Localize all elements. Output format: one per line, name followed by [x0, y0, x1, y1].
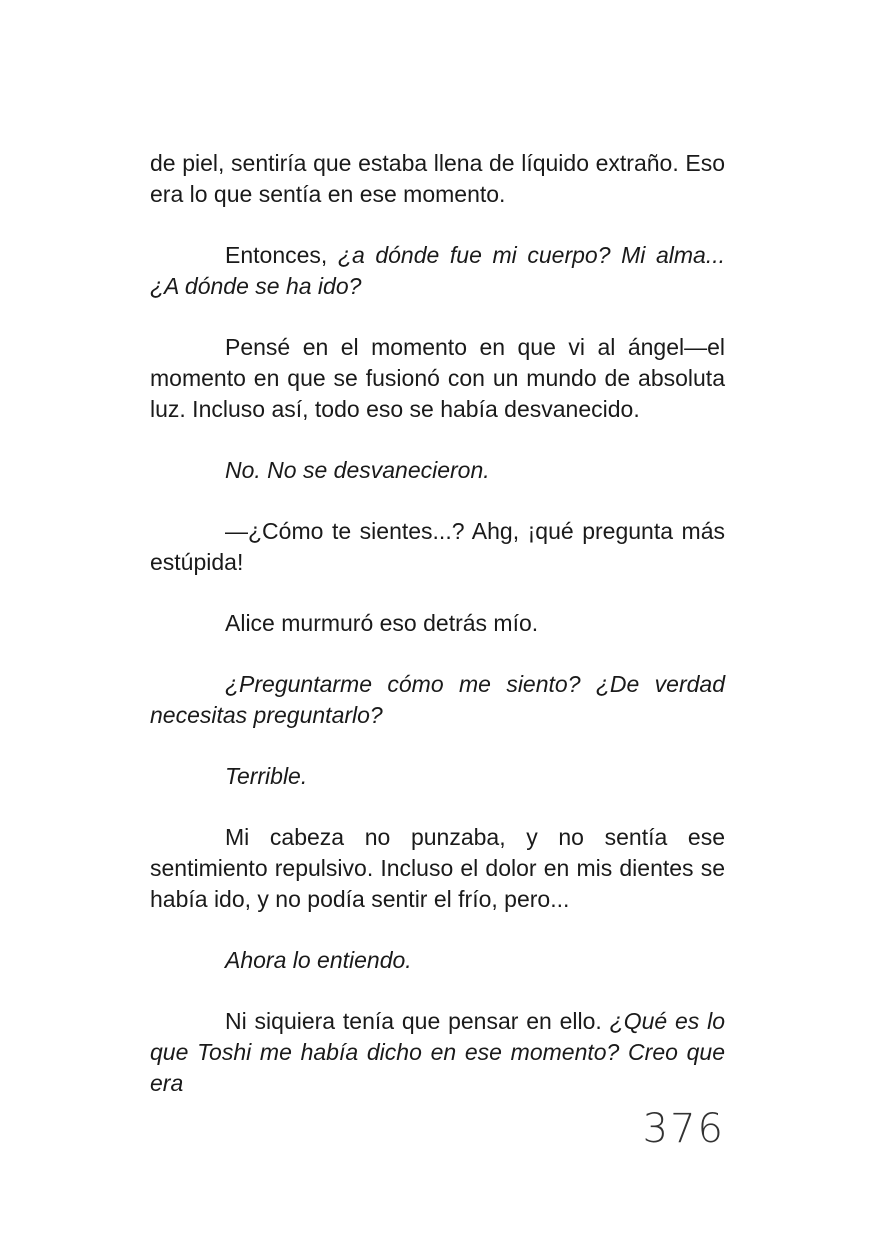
paragraph — [150, 240, 725, 302]
paragraph — [150, 332, 725, 425]
page-number: 376 — [642, 1106, 725, 1152]
italic-thought-text: No. No se desvanecieron. — [225, 457, 490, 483]
paragraph — [150, 148, 725, 210]
paragraph-text: Pensé en el momento en que vi al ángel—el momento en que se fusionó con un mundo de absoluta luz. Incluso así, todo eso se había desvanecido. — [150, 334, 725, 422]
paragraph-text: Mi cabeza no punzaba, y no sentía ese sentimiento repulsivo. Incluso el dolor en mis dientes se había ido, y no podía sentir el frío, pero... — [150, 824, 725, 912]
page-body — [150, 148, 725, 1099]
paragraph-text: Alice murmuró eso detrás mío. — [225, 610, 539, 636]
italic-thought-text: ¿Preguntarme cómo me siento? ¿De verdad necesitas preguntarlo? — [150, 671, 725, 728]
italic-thought-text: Ahora lo entiendo. — [225, 947, 412, 973]
paragraph-text: Ni siquiera tenía que pensar en ello. — [225, 1008, 610, 1034]
paragraph — [150, 822, 725, 915]
paragraph — [150, 945, 725, 976]
italic-thought-text: Terrible. — [225, 763, 308, 789]
paragraph — [150, 1006, 725, 1099]
paragraph — [150, 455, 725, 486]
paragraph — [150, 608, 725, 639]
paragraph-text: Entonces, — [225, 242, 338, 268]
paragraph — [150, 669, 725, 731]
dialogue-text: —¿Cómo te sientes...? Ahg, ¡qué pregunta más estúpida! — [150, 518, 725, 575]
italic-thought-text: ¿Qué es lo que Toshi me había dicho en ese momento? Creo que era — [150, 1008, 725, 1096]
italic-thought-text: ¿a dónde fue mi cuerpo? Mi alma... ¿A dónde se ha ido? — [150, 242, 725, 299]
paragraph — [150, 761, 725, 792]
paragraph-text: de piel, sentiría que estaba llena de líquido extraño. Eso era lo que sentía en ese momento. — [150, 150, 725, 207]
paragraph — [150, 516, 725, 578]
